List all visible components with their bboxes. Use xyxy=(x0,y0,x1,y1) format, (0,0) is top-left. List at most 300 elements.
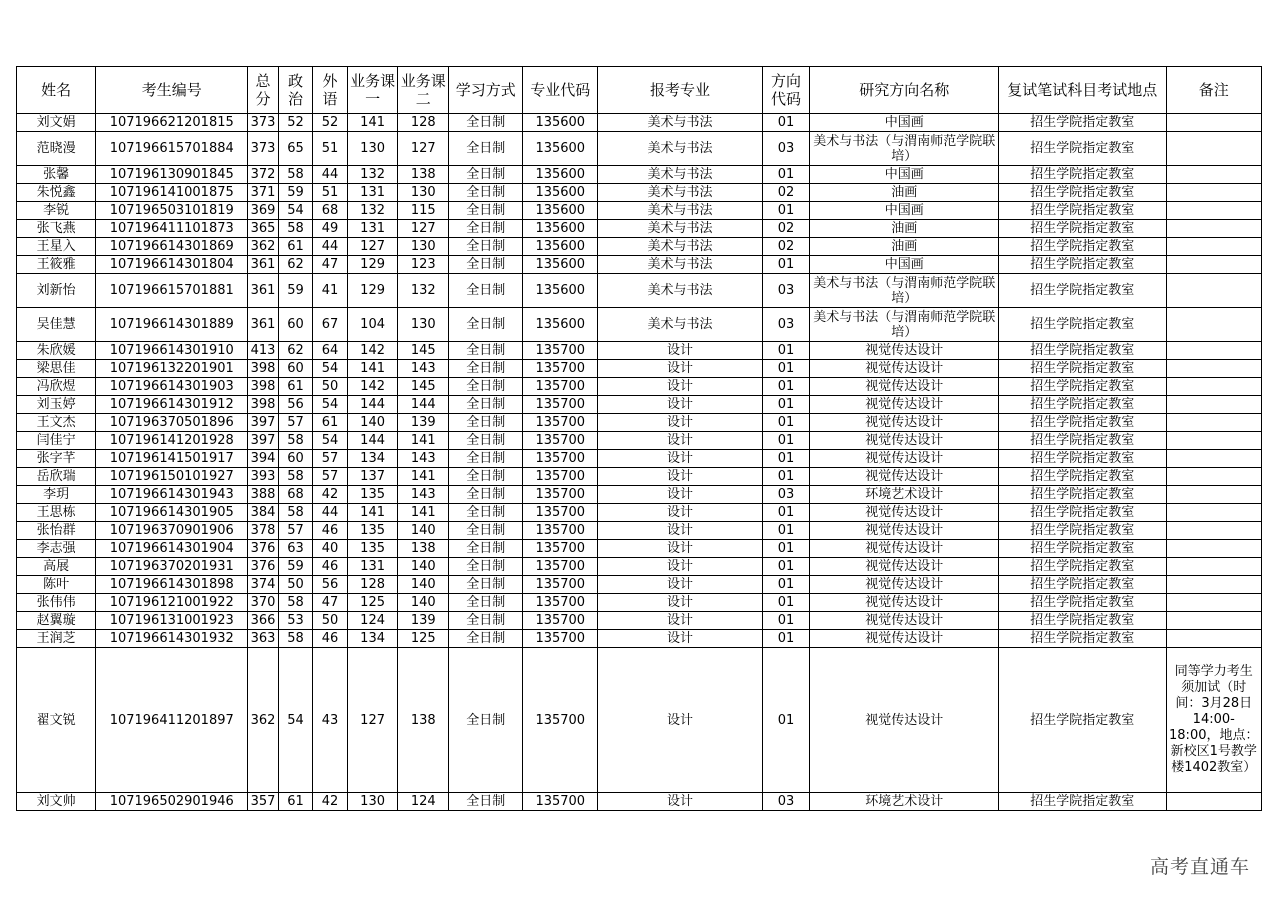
cell-course-one: 129 xyxy=(347,256,398,274)
cell-exam-location: 招生学院指定教室 xyxy=(999,540,1166,558)
cell-candidate-id: 107196132201901 xyxy=(96,360,248,378)
cell-politics: 61 xyxy=(278,793,312,811)
cell-total-score: 376 xyxy=(248,540,278,558)
cell-name: 张馨 xyxy=(17,166,96,184)
cell-study-mode: 全日制 xyxy=(449,184,523,202)
cell-candidate-id: 107196614301912 xyxy=(96,396,248,414)
cell-course-two: 138 xyxy=(398,540,449,558)
cell-foreign-language: 61 xyxy=(313,414,347,432)
cell-politics: 61 xyxy=(278,378,312,396)
cell-remarks xyxy=(1166,486,1262,504)
cell-course-two: 141 xyxy=(398,468,449,486)
table-row xyxy=(17,468,1262,486)
cell-direction-code: 03 xyxy=(762,308,810,342)
cell-direction-code: 01 xyxy=(762,378,810,396)
cell-course-one: 128 xyxy=(347,576,398,594)
cell-major-code: 135700 xyxy=(523,360,598,378)
header-course-two: 业务课二 xyxy=(398,67,449,114)
cell-name: 闫佳宁 xyxy=(17,432,96,450)
cell-direction-name: 环境艺术设计 xyxy=(810,486,999,504)
cell-foreign-language: 44 xyxy=(313,238,347,256)
cell-direction-code: 03 xyxy=(762,486,810,504)
cell-total-score: 361 xyxy=(248,308,278,342)
cell-direction-name: 视觉传达设计 xyxy=(810,630,999,648)
cell-major-code: 135600 xyxy=(523,238,598,256)
cell-remarks xyxy=(1166,396,1262,414)
cell-politics: 60 xyxy=(278,308,312,342)
header-direction-code: 方向代码 xyxy=(762,67,810,114)
cell-major-code: 135600 xyxy=(523,202,598,220)
cell-major: 美术与书法 xyxy=(598,274,762,308)
cell-course-one: 144 xyxy=(347,396,398,414)
table-row xyxy=(17,414,1262,432)
cell-study-mode: 全日制 xyxy=(449,612,523,630)
cell-candidate-id: 107196370501896 xyxy=(96,414,248,432)
cell-exam-location: 招生学院指定教室 xyxy=(999,308,1166,342)
cell-candidate-id: 107196614301932 xyxy=(96,630,248,648)
cell-major-code: 135600 xyxy=(523,114,598,132)
cell-name: 王星入 xyxy=(17,238,96,256)
cell-course-two: 115 xyxy=(398,202,449,220)
cell-direction-name: 视觉传达设计 xyxy=(810,360,999,378)
cell-politics: 59 xyxy=(278,558,312,576)
cell-politics: 50 xyxy=(278,576,312,594)
cell-exam-location: 招生学院指定教室 xyxy=(999,793,1166,811)
cell-course-two: 138 xyxy=(398,166,449,184)
cell-name: 刘玉婷 xyxy=(17,396,96,414)
cell-total-score: 373 xyxy=(248,114,278,132)
cell-direction-name: 中国画 xyxy=(810,114,999,132)
cell-study-mode: 全日制 xyxy=(449,220,523,238)
cell-foreign-language: 46 xyxy=(313,558,347,576)
cell-major-code: 135700 xyxy=(523,630,598,648)
cell-politics: 62 xyxy=(278,256,312,274)
table-row xyxy=(17,202,1262,220)
cell-study-mode: 全日制 xyxy=(449,432,523,450)
cell-name: 翟文锐 xyxy=(17,648,96,793)
cell-direction-code: 01 xyxy=(762,396,810,414)
cell-major: 美术与书法 xyxy=(598,238,762,256)
cell-foreign-language: 51 xyxy=(313,184,347,202)
cell-course-one: 125 xyxy=(347,594,398,612)
cell-course-one: 141 xyxy=(347,114,398,132)
admission-table xyxy=(16,66,1262,811)
cell-politics: 59 xyxy=(278,274,312,308)
cell-major-code: 135600 xyxy=(523,256,598,274)
table-row xyxy=(17,308,1262,342)
cell-major-code: 135700 xyxy=(523,432,598,450)
cell-direction-name: 油画 xyxy=(810,184,999,202)
cell-course-two: 123 xyxy=(398,256,449,274)
cell-study-mode: 全日制 xyxy=(449,594,523,612)
cell-direction-code: 03 xyxy=(762,793,810,811)
cell-study-mode: 全日制 xyxy=(449,540,523,558)
cell-course-one: 135 xyxy=(347,522,398,540)
cell-course-two: 127 xyxy=(398,132,449,166)
cell-course-one: 131 xyxy=(347,184,398,202)
cell-total-score: 369 xyxy=(248,202,278,220)
cell-total-score: 362 xyxy=(248,238,278,256)
cell-course-one: 104 xyxy=(347,308,398,342)
cell-direction-name: 视觉传达设计 xyxy=(810,576,999,594)
cell-direction-name: 美术与书法（与渭南师范学院联培） xyxy=(810,274,999,308)
cell-course-two: 143 xyxy=(398,486,449,504)
cell-direction-name: 美术与书法（与渭南师范学院联培） xyxy=(810,308,999,342)
cell-candidate-id: 107196411201897 xyxy=(96,648,248,793)
cell-name: 刘文娟 xyxy=(17,114,96,132)
cell-exam-location: 招生学院指定教室 xyxy=(999,432,1166,450)
cell-direction-code: 01 xyxy=(762,576,810,594)
cell-direction-code: 01 xyxy=(762,540,810,558)
cell-politics: 58 xyxy=(278,166,312,184)
cell-candidate-id: 107196150101927 xyxy=(96,468,248,486)
cell-remarks xyxy=(1166,558,1262,576)
cell-name: 王文杰 xyxy=(17,414,96,432)
table-row xyxy=(17,360,1262,378)
cell-foreign-language: 40 xyxy=(313,540,347,558)
cell-foreign-language: 57 xyxy=(313,468,347,486)
cell-major: 设计 xyxy=(598,558,762,576)
cell-direction-name: 视觉传达设计 xyxy=(810,612,999,630)
cell-remarks xyxy=(1166,630,1262,648)
cell-total-score: 388 xyxy=(248,486,278,504)
cell-total-score: 413 xyxy=(248,342,278,360)
cell-major-code: 135600 xyxy=(523,220,598,238)
cell-name: 高展 xyxy=(17,558,96,576)
cell-candidate-id: 107196503101819 xyxy=(96,202,248,220)
cell-study-mode: 全日制 xyxy=(449,648,523,793)
cell-remarks xyxy=(1166,202,1262,220)
cell-direction-name: 视觉传达设计 xyxy=(810,522,999,540)
cell-direction-code: 01 xyxy=(762,414,810,432)
header-row xyxy=(17,67,1262,114)
table-row xyxy=(17,630,1262,648)
cell-name: 刘文帅 xyxy=(17,793,96,811)
cell-course-one: 132 xyxy=(347,202,398,220)
cell-course-two: 132 xyxy=(398,274,449,308)
cell-remarks xyxy=(1166,522,1262,540)
cell-politics: 60 xyxy=(278,360,312,378)
cell-study-mode: 全日制 xyxy=(449,486,523,504)
cell-major-code: 135700 xyxy=(523,468,598,486)
cell-candidate-id: 107196614301904 xyxy=(96,540,248,558)
cell-name: 李锐 xyxy=(17,202,96,220)
cell-major-code: 135700 xyxy=(523,594,598,612)
cell-politics: 54 xyxy=(278,202,312,220)
cell-total-score: 361 xyxy=(248,256,278,274)
cell-total-score: 374 xyxy=(248,576,278,594)
cell-remarks: 同等学力考生须加试（时间：3月28日14:00-18:00，地点：新校区1号教学楼1402教室） xyxy=(1166,648,1262,793)
cell-politics: 68 xyxy=(278,486,312,504)
cell-remarks xyxy=(1166,414,1262,432)
cell-course-two: 124 xyxy=(398,793,449,811)
cell-exam-location: 招生学院指定教室 xyxy=(999,256,1166,274)
cell-course-two: 140 xyxy=(398,558,449,576)
cell-politics: 57 xyxy=(278,414,312,432)
cell-study-mode: 全日制 xyxy=(449,396,523,414)
cell-remarks xyxy=(1166,308,1262,342)
cell-major-code: 135600 xyxy=(523,308,598,342)
cell-direction-code: 01 xyxy=(762,468,810,486)
cell-remarks xyxy=(1166,238,1262,256)
cell-course-two: 139 xyxy=(398,414,449,432)
cell-study-mode: 全日制 xyxy=(449,378,523,396)
cell-total-score: 372 xyxy=(248,166,278,184)
cell-name: 范晓漫 xyxy=(17,132,96,166)
cell-foreign-language: 44 xyxy=(313,504,347,522)
cell-candidate-id: 107196614301889 xyxy=(96,308,248,342)
cell-politics: 56 xyxy=(278,396,312,414)
cell-course-one: 135 xyxy=(347,486,398,504)
cell-course-one: 132 xyxy=(347,166,398,184)
cell-politics: 53 xyxy=(278,612,312,630)
cell-remarks xyxy=(1166,576,1262,594)
cell-direction-code: 01 xyxy=(762,114,810,132)
watermark-text: 高考直通车 xyxy=(1149,856,1250,878)
cell-study-mode: 全日制 xyxy=(449,166,523,184)
cell-major: 设计 xyxy=(598,504,762,522)
cell-study-mode: 全日制 xyxy=(449,414,523,432)
cell-remarks xyxy=(1166,468,1262,486)
cell-major: 美术与书法 xyxy=(598,166,762,184)
cell-direction-name: 视觉传达设计 xyxy=(810,432,999,450)
cell-remarks xyxy=(1166,450,1262,468)
cell-remarks xyxy=(1166,594,1262,612)
cell-direction-code: 02 xyxy=(762,238,810,256)
cell-direction-name: 视觉传达设计 xyxy=(810,450,999,468)
table-row xyxy=(17,504,1262,522)
cell-major-code: 135700 xyxy=(523,342,598,360)
header-remarks: 备注 xyxy=(1166,67,1262,114)
cell-candidate-id: 107196141501917 xyxy=(96,450,248,468)
cell-politics: 54 xyxy=(278,648,312,793)
cell-exam-location: 招生学院指定教室 xyxy=(999,630,1166,648)
cell-course-one: 134 xyxy=(347,630,398,648)
table-row xyxy=(17,114,1262,132)
cell-major: 设计 xyxy=(598,450,762,468)
cell-major-code: 135700 xyxy=(523,576,598,594)
cell-candidate-id: 107196141201928 xyxy=(96,432,248,450)
cell-politics: 58 xyxy=(278,220,312,238)
cell-exam-location: 招生学院指定教室 xyxy=(999,166,1166,184)
cell-direction-name: 视觉传达设计 xyxy=(810,414,999,432)
cell-major-code: 135600 xyxy=(523,166,598,184)
cell-direction-code: 01 xyxy=(762,630,810,648)
cell-foreign-language: 43 xyxy=(313,648,347,793)
cell-politics: 58 xyxy=(278,630,312,648)
cell-course-two: 140 xyxy=(398,576,449,594)
table-row xyxy=(17,184,1262,202)
cell-direction-name: 视觉传达设计 xyxy=(810,396,999,414)
cell-study-mode: 全日制 xyxy=(449,238,523,256)
table-row xyxy=(17,540,1262,558)
cell-remarks xyxy=(1166,342,1262,360)
cell-name: 李玥 xyxy=(17,486,96,504)
table-row xyxy=(17,486,1262,504)
cell-total-score: 357 xyxy=(248,793,278,811)
cell-direction-name: 视觉传达设计 xyxy=(810,648,999,793)
cell-politics: 63 xyxy=(278,540,312,558)
cell-major: 设计 xyxy=(598,486,762,504)
table-row xyxy=(17,342,1262,360)
cell-course-one: 142 xyxy=(347,378,398,396)
cell-direction-code: 01 xyxy=(762,360,810,378)
cell-remarks xyxy=(1166,274,1262,308)
cell-remarks xyxy=(1166,220,1262,238)
cell-course-two: 141 xyxy=(398,432,449,450)
cell-total-score: 363 xyxy=(248,630,278,648)
cell-candidate-id: 107196370201931 xyxy=(96,558,248,576)
cell-candidate-id: 107196614301943 xyxy=(96,486,248,504)
cell-course-one: 144 xyxy=(347,432,398,450)
cell-course-two: 130 xyxy=(398,308,449,342)
cell-major: 设计 xyxy=(598,612,762,630)
cell-exam-location: 招生学院指定教室 xyxy=(999,184,1166,202)
cell-name: 岳欣瑞 xyxy=(17,468,96,486)
header-major: 报考专业 xyxy=(598,67,762,114)
cell-course-one: 135 xyxy=(347,540,398,558)
cell-major: 美术与书法 xyxy=(598,220,762,238)
cell-major: 设计 xyxy=(598,648,762,793)
table-row xyxy=(17,576,1262,594)
cell-direction-code: 01 xyxy=(762,522,810,540)
cell-politics: 58 xyxy=(278,432,312,450)
cell-foreign-language: 42 xyxy=(313,793,347,811)
cell-foreign-language: 49 xyxy=(313,220,347,238)
cell-foreign-language: 50 xyxy=(313,378,347,396)
cell-politics: 58 xyxy=(278,468,312,486)
table-body xyxy=(17,114,1262,811)
cell-foreign-language: 68 xyxy=(313,202,347,220)
cell-remarks xyxy=(1166,612,1262,630)
cell-name: 吴佳慧 xyxy=(17,308,96,342)
cell-course-one: 131 xyxy=(347,220,398,238)
cell-name: 刘新怡 xyxy=(17,274,96,308)
cell-remarks xyxy=(1166,256,1262,274)
cell-study-mode: 全日制 xyxy=(449,274,523,308)
cell-total-score: 376 xyxy=(248,558,278,576)
cell-major: 设计 xyxy=(598,468,762,486)
cell-direction-code: 01 xyxy=(762,450,810,468)
cell-study-mode: 全日制 xyxy=(449,576,523,594)
cell-candidate-id: 107196615701881 xyxy=(96,274,248,308)
cell-remarks xyxy=(1166,184,1262,202)
cell-course-one: 127 xyxy=(347,648,398,793)
cell-course-one: 140 xyxy=(347,414,398,432)
cell-exam-location: 招生学院指定教室 xyxy=(999,504,1166,522)
cell-foreign-language: 41 xyxy=(313,274,347,308)
cell-direction-name: 视觉传达设计 xyxy=(810,504,999,522)
cell-exam-location: 招生学院指定教室 xyxy=(999,360,1166,378)
cell-direction-name: 视觉传达设计 xyxy=(810,378,999,396)
cell-course-two: 125 xyxy=(398,630,449,648)
cell-major-code: 135700 xyxy=(523,450,598,468)
cell-course-two: 143 xyxy=(398,360,449,378)
cell-major: 美术与书法 xyxy=(598,308,762,342)
cell-major: 设计 xyxy=(598,793,762,811)
cell-course-two: 143 xyxy=(398,450,449,468)
table-row xyxy=(17,220,1262,238)
table-row xyxy=(17,274,1262,308)
table-row xyxy=(17,166,1262,184)
cell-remarks xyxy=(1166,793,1262,811)
cell-major: 设计 xyxy=(598,342,762,360)
header-foreign-language: 外语 xyxy=(313,67,347,114)
cell-candidate-id: 107196614301910 xyxy=(96,342,248,360)
cell-study-mode: 全日制 xyxy=(449,202,523,220)
cell-foreign-language: 52 xyxy=(313,114,347,132)
cell-exam-location: 招生学院指定教室 xyxy=(999,468,1166,486)
cell-total-score: 398 xyxy=(248,378,278,396)
cell-major-code: 135700 xyxy=(523,378,598,396)
cell-course-two: 140 xyxy=(398,522,449,540)
cell-total-score: 365 xyxy=(248,220,278,238)
cell-name: 张飞燕 xyxy=(17,220,96,238)
cell-direction-code: 01 xyxy=(762,432,810,450)
cell-course-two: 140 xyxy=(398,594,449,612)
cell-total-score: 362 xyxy=(248,648,278,793)
cell-major-code: 135700 xyxy=(523,396,598,414)
cell-name: 李志强 xyxy=(17,540,96,558)
cell-foreign-language: 46 xyxy=(313,522,347,540)
cell-exam-location: 招生学院指定教室 xyxy=(999,342,1166,360)
cell-course-one: 129 xyxy=(347,274,398,308)
cell-foreign-language: 42 xyxy=(313,486,347,504)
cell-major: 美术与书法 xyxy=(598,184,762,202)
cell-total-score: 397 xyxy=(248,414,278,432)
table-row xyxy=(17,558,1262,576)
cell-major: 美术与书法 xyxy=(598,256,762,274)
cell-exam-location: 招生学院指定教室 xyxy=(999,648,1166,793)
cell-course-two: 130 xyxy=(398,238,449,256)
cell-major: 设计 xyxy=(598,576,762,594)
cell-foreign-language: 54 xyxy=(313,360,347,378)
cell-major: 设计 xyxy=(598,396,762,414)
cell-course-two: 145 xyxy=(398,342,449,360)
cell-study-mode: 全日制 xyxy=(449,256,523,274)
cell-total-score: 394 xyxy=(248,450,278,468)
cell-study-mode: 全日制 xyxy=(449,360,523,378)
cell-politics: 58 xyxy=(278,594,312,612)
table-row xyxy=(17,450,1262,468)
cell-course-two: 128 xyxy=(398,114,449,132)
cell-total-score: 378 xyxy=(248,522,278,540)
cell-politics: 59 xyxy=(278,184,312,202)
cell-direction-code: 01 xyxy=(762,256,810,274)
cell-name: 王润芝 xyxy=(17,630,96,648)
cell-course-one: 127 xyxy=(347,238,398,256)
cell-candidate-id: 107196141001875 xyxy=(96,184,248,202)
table-row xyxy=(17,256,1262,274)
cell-major-code: 135600 xyxy=(523,274,598,308)
cell-remarks xyxy=(1166,504,1262,522)
cell-course-one: 130 xyxy=(347,793,398,811)
cell-politics: 61 xyxy=(278,238,312,256)
cell-major: 美术与书法 xyxy=(598,132,762,166)
cell-total-score: 384 xyxy=(248,504,278,522)
cell-course-two: 130 xyxy=(398,184,449,202)
cell-remarks xyxy=(1166,432,1262,450)
cell-exam-location: 招生学院指定教室 xyxy=(999,132,1166,166)
cell-name: 朱悦鑫 xyxy=(17,184,96,202)
cell-politics: 58 xyxy=(278,504,312,522)
cell-exam-location: 招生学院指定教室 xyxy=(999,486,1166,504)
cell-candidate-id: 107196130901845 xyxy=(96,166,248,184)
cell-study-mode: 全日制 xyxy=(449,308,523,342)
table-row xyxy=(17,132,1262,166)
cell-major: 设计 xyxy=(598,522,762,540)
cell-major: 美术与书法 xyxy=(598,114,762,132)
